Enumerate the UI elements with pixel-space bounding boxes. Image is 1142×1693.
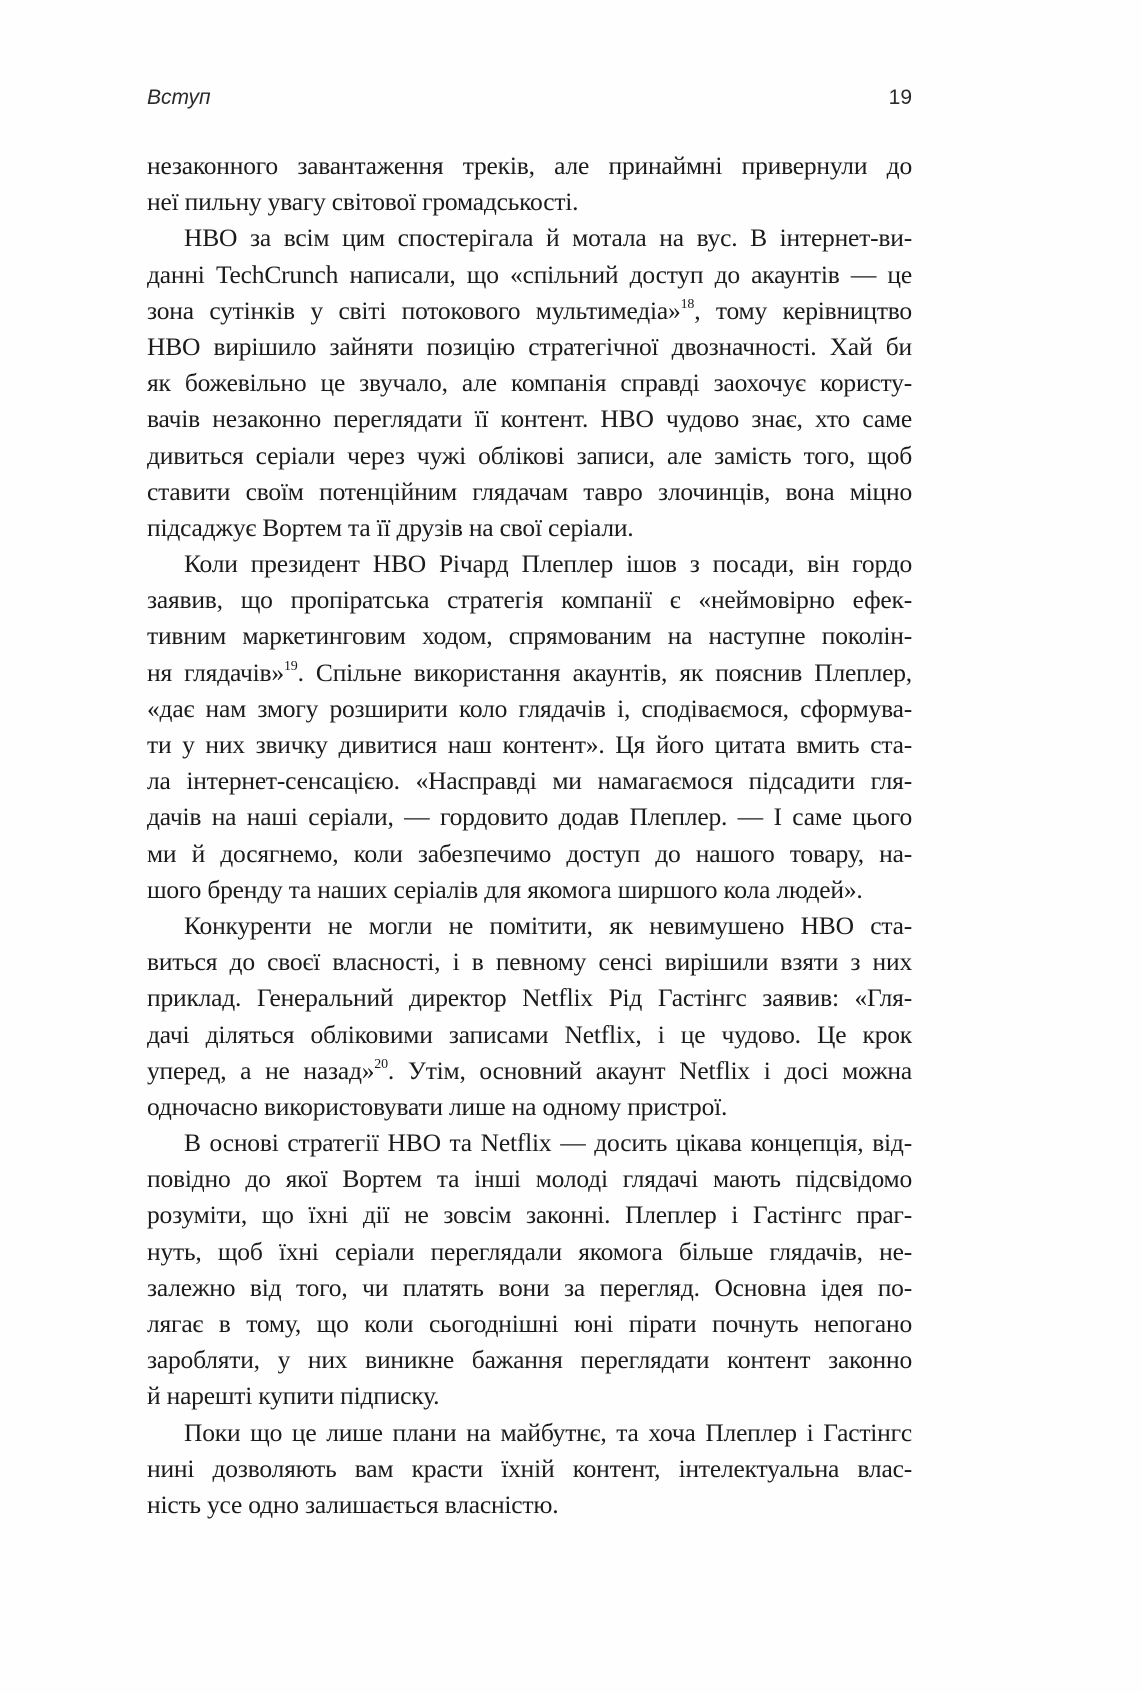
paragraph — [147, 908, 912, 1125]
text-line: Коли президент HBO Річард Плеплер ішов з посади, він гордо — [184, 549, 912, 579]
text-line: заявив, що пропіратська стратегія компанії є «неймовірно ефек- — [147, 585, 912, 615]
text-line — [147, 655, 912, 691]
paragraph — [147, 1125, 912, 1415]
footnote-ref[interactable]: 18 — [680, 296, 695, 312]
text-line: «дає нам змогу розширити коло глядачів і, сподіваємося, сформува- — [147, 693, 912, 723]
text-line — [147, 1053, 912, 1089]
text-line: нуть, щоб їхні серіали переглядали якомога більше глядачів, не- — [147, 1236, 912, 1266]
text-line: неї пильну увагу світової громадськості. — [147, 187, 579, 217]
text-line: HBO за всім цим спостерігала й мотала на вус. В інтернет-ви- — [184, 223, 912, 253]
text-line: заробляти, у них виникне бажання переглядати контент законно — [147, 1345, 912, 1375]
text-line: нині дозволяють вам красти їхній контент, інтелектуальна влас- — [147, 1453, 912, 1483]
paragraph — [147, 546, 912, 908]
text-line: Конкуренти не могли не помітити, як невимушено HBO ста- — [184, 910, 912, 940]
line-text: ня глядачів» — [147, 657, 284, 687]
text-line: лягає в тому, що коли сьогоднішні юні пірати почнуть непогано — [147, 1309, 912, 1338]
text-line: залежно від того, чи платять вони за перегляд. Основна ідея по- — [147, 1272, 912, 1302]
text-line — [147, 293, 912, 329]
text-line: Поки що це лише плани на майбутнє, та хоча Плеплер і Гастінгс — [184, 1417, 912, 1447]
text-line: дачів на наші серіали, — гордовито додав Плеплер. — І саме цього — [147, 802, 912, 832]
text-line: шого бренду та наших серіалів для якомога ширшого кола людей». — [147, 874, 863, 904]
text-line: незаконного завантаження треків, але принаймні привернули до — [147, 151, 912, 180]
line-text: , тому керівництво — [694, 295, 912, 325]
text-line: підсаджує Вортем та її друзів на свої серіали. — [147, 512, 634, 542]
text-line: данні TechCrunch написали, що «спільний доступ до акаунтів — це — [147, 259, 912, 289]
text-line: й нарешті купити підписку. — [147, 1381, 440, 1411]
text-line: розуміти, що їхні дії не зовсім законні. Плеплер і Гастінгс праг- — [147, 1200, 912, 1230]
text-line: повідно до якої Вортем та інші молоді глядачі мають підсвідомо — [147, 1164, 912, 1194]
page-number: 19 — [888, 86, 912, 109]
line-text: зона сутінків у світі потокового мультимедіа» — [147, 295, 681, 325]
text-line: В основі стратегії HBO та Netflix — досить цікава концепція, від- — [184, 1128, 912, 1158]
text-line: приклад. Генеральний директор Netflix Рід Гастінгс заявив: «Гля- — [147, 983, 912, 1013]
paragraph — [147, 220, 912, 546]
text-line: ти у них звичку дивитися наш контент». Ця його цитата вмить ста- — [147, 730, 912, 759]
line-text: . Спільне використання акаунтів, як пояснив Плеплер, — [297, 657, 912, 687]
text-line: виться до своєї власності, і в певному сенсі вирішили взяти з них — [147, 947, 912, 977]
text-line: ла інтернет-сенсацією. «Насправді ми намагаємося підсадити гля- — [147, 766, 912, 796]
text-line: одночасно використовувати лише на одному пристрої. — [147, 1091, 728, 1121]
paragraph — [147, 1415, 912, 1524]
text-line: тивним маркетинговим ходом, спрямованим на наступне поколін- — [147, 621, 912, 651]
text-line: дачі діляться обліковими записами Netflix, і це чудово. Це крок — [147, 1019, 912, 1049]
line-text: . Утім, основний акаунт Netflix і досі можна — [387, 1055, 912, 1085]
footnote-ref[interactable]: 19 — [283, 658, 298, 674]
body-text — [147, 148, 912, 1523]
text-line: дивиться серіали через чужі облікові записи, але замість того, щоб — [147, 440, 912, 470]
footnote-ref[interactable]: 20 — [374, 1056, 388, 1072]
text-line: вачів незаконно переглядати її контент. HBO чудово знає, хто саме — [147, 404, 912, 434]
paragraph — [147, 148, 912, 220]
text-line: як божевільно це звучало, але компанія справді заохочує користу- — [147, 368, 912, 398]
text-line: ність усе одно залишається власністю. — [147, 1489, 559, 1519]
chapter-title: Вступ — [147, 86, 211, 109]
text-line: HBO вирішило зайняти позицію стратегічної двозначності. Хай би — [147, 331, 912, 361]
text-line: ставити своїм потенційним глядачам тавро злочинців, вона міцно — [147, 476, 912, 506]
running-head — [147, 86, 912, 116]
line-text: уперед, а не назад» — [147, 1055, 375, 1085]
text-line: ми й досягнемо, коли забезпечимо доступ до нашого товару, на- — [147, 838, 912, 868]
